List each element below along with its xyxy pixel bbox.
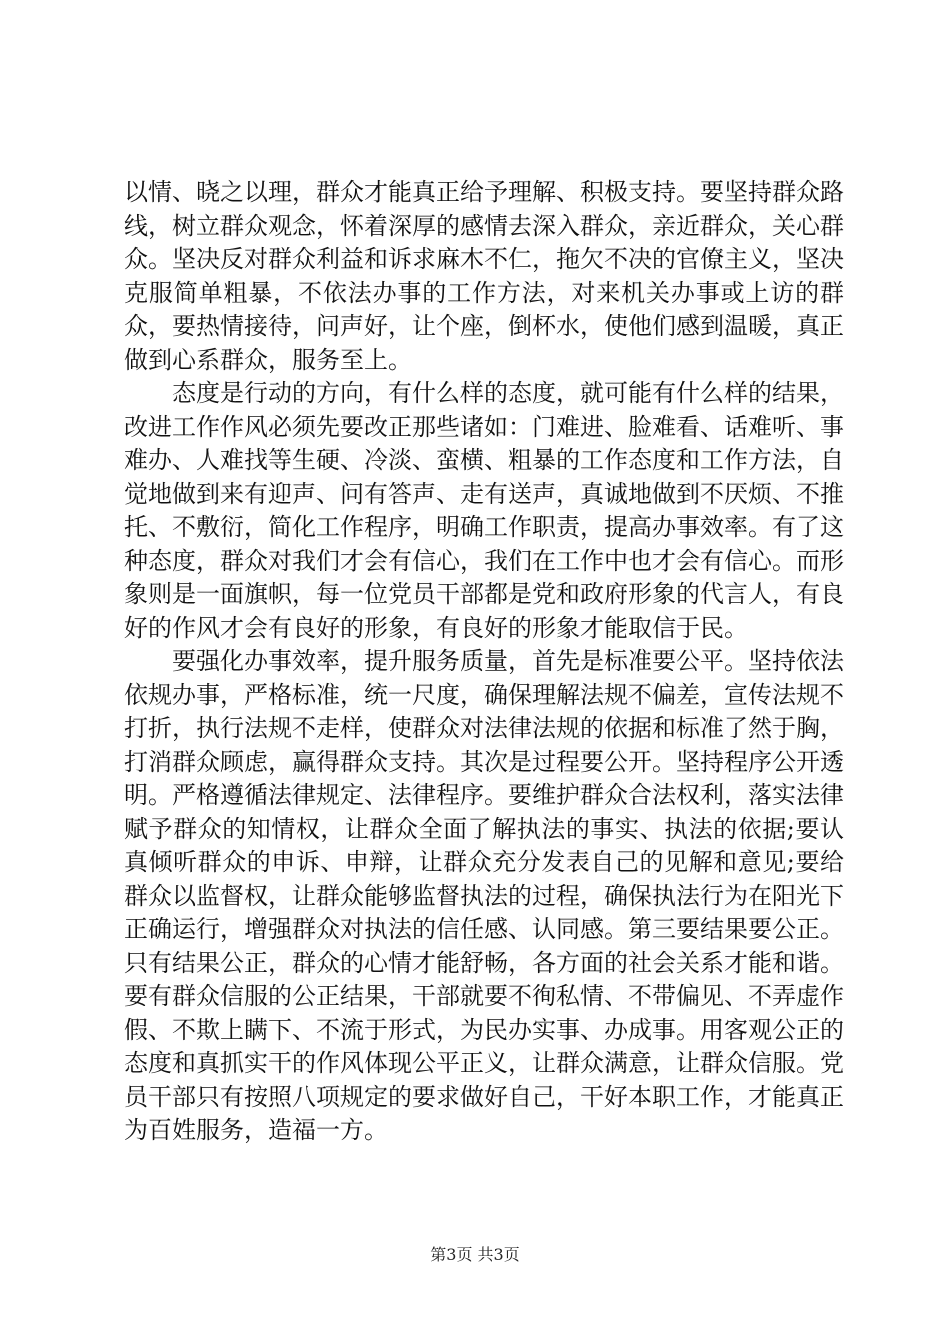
paragraph-attitude: 态度是行动的方向，有什么样的态度，就可能有什么样的结果，改进工作作风必须先要改正那些诸如：门难进、脸难看、话难听、事难办、人难找等生硬、冷淡、蛮横、粗暴的工作态度和工作方法，自觉地做到来有迎声、问有答声、走有送声，真诚地做到不厌烦、不推托、不敷衍，简化工作程序，明确工作职责，提高办事效率。有了这种态度，群众对我们才会有信心，我们在工作中也才会有信心。而形象则是一面旗帜，每一位党员干部都是党和政府形象的代言人，有良好的作风才会有良好的形象，有良好的形象才能取信于民。 — [124, 379, 844, 642]
paragraph-efficiency: 要强化办事效率，提升服务质量，首先是标准要公平。坚持依法依规办事，严格标准，统一尺度，确保理解法规不偏差，宣传法规不打折，执行法规不走样，使群众对法律法规的依据和标准了然于胸，打消群众顾虑，赢得群众支持。其次是过程要公开。坚持程序公开透明。严格遵循法律规定、法律程序。要维护群众合法权利，落实法律赋予群众的知情权，让群众全面了解执法的事实、执法的依据;要认真倾听群众的申诉、申辩，让群众充分发表自己的见解和意见;要给群众以监督权，让群众能够监督执法的过程，确保执法行为在阳光下正确运行，增强群众对执法的信任感、认同感。第三要结果要公正。只有结果公正，群众的心情才能舒畅，各方面的社会关系才能和谐。要有群众信服的公正结果，干部就要不徇私情、不带偏见、不弄虚作假、不欺上瞒下、不流于形式，为民办实事、办成事。用客观公正的态度和真抓实干的作风体现公平正义，让群众满意，让群众信服。党员干部只有按照八项规定的要求做好自己，干好本职工作，才能真正为百姓服务，造福一方。 — [124, 647, 844, 1144]
body-text — [124, 176, 844, 1148]
paragraph-continued: 以情、晓之以理，群众才能真正给予理解、积极支持。要坚持群众路线，树立群众观念，怀着深厚的感情去深入群众，亲近群众，关心群众。坚决反对群众利益和诉求麻木不仁，拖欠不决的官僚主义，坚决克服简单粗暴，不依法办事的工作方法，对来机关办事或上访的群众，要热情接待，问声好，让个座，倒杯水，使他们感到温暖，真正做到心系群众，服务至上。 — [124, 178, 844, 374]
page-footer: 第3页 共3页 — [430, 1245, 520, 1264]
